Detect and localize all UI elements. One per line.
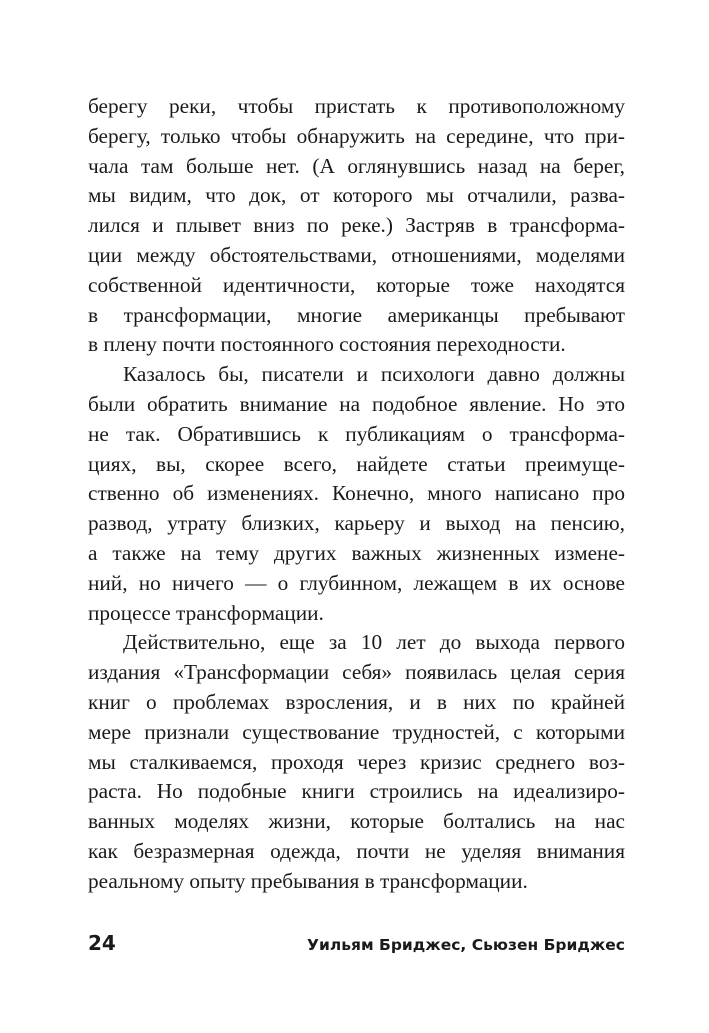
- text-line: мы видим, что док, от которого мы отчалили, разва-: [88, 183, 625, 208]
- text-line: развод, утрату близких, карьеру и выход на пенсию,: [88, 511, 625, 536]
- page-body: [88, 92, 625, 897]
- text-line: ний, но ничего — о глубинном, лежащем в их основе: [88, 570, 625, 595]
- text-line: чала там больше нет. (А оглянувшись назад на берег,: [88, 153, 625, 178]
- page-number: 24: [88, 931, 116, 955]
- text-line: ванных моделях жизни, которые болтались на нас: [88, 809, 625, 834]
- text-line: циях, вы, скорее всего, найдете статьи преимуще-: [88, 451, 625, 476]
- text-line: мере признали существование трудностей, с которыми: [88, 719, 625, 744]
- text-line: процессе трансформации.: [88, 600, 324, 625]
- text-line: Казалось бы, писатели и психологи давно должны: [123, 362, 625, 387]
- text-line: как безразмерная одежда, почти не уделяя внимания: [88, 838, 625, 863]
- text-line: в трансформации, многие американцы пребывают: [88, 302, 625, 327]
- text-line: Действительно, еще за 10 лет до выхода первого: [123, 630, 625, 655]
- text-line: берегу реки, чтобы пристать к противоположному: [88, 94, 625, 118]
- text-line: реальному опыту пребывания в трансформации.: [88, 868, 528, 893]
- text-line: издания «Трансформации себя» появилась целая серия: [88, 660, 625, 685]
- text-line: ственно об изменениях. Конечно, много написано про: [88, 481, 625, 506]
- text-line: книг о проблемах взросления, и в них по крайней: [88, 689, 625, 714]
- text-line: не так. Обратившись к публикациям о трансформа-: [88, 421, 625, 446]
- text-line: а также на тему других важных жизненных измене-: [88, 540, 625, 565]
- text-line: берегу, только чтобы обнаружить на середине, что при-: [88, 123, 625, 148]
- page-footer: [88, 928, 625, 958]
- text-line: были обратить внимание на подобное явление. Но это: [88, 391, 625, 416]
- text-line: мы сталкиваемся, проходя через кризис среднего воз-: [88, 749, 625, 774]
- text-line: ции между обстоятельствами, отношениями, моделями: [88, 242, 625, 267]
- text-line: лился и плывет вниз по реке.) Застряв в трансформа-: [88, 213, 625, 238]
- text-line: в плену почти постоянного состояния переходности.: [88, 332, 566, 357]
- text-line: раста. Но подобные книги строились на идеализиро-: [88, 779, 625, 804]
- running-head-authors: Уильям Бриджес, Сьюзен Бриджес: [307, 936, 625, 954]
- text-line: собственной идентичности, которые тоже находятся: [88, 272, 625, 297]
